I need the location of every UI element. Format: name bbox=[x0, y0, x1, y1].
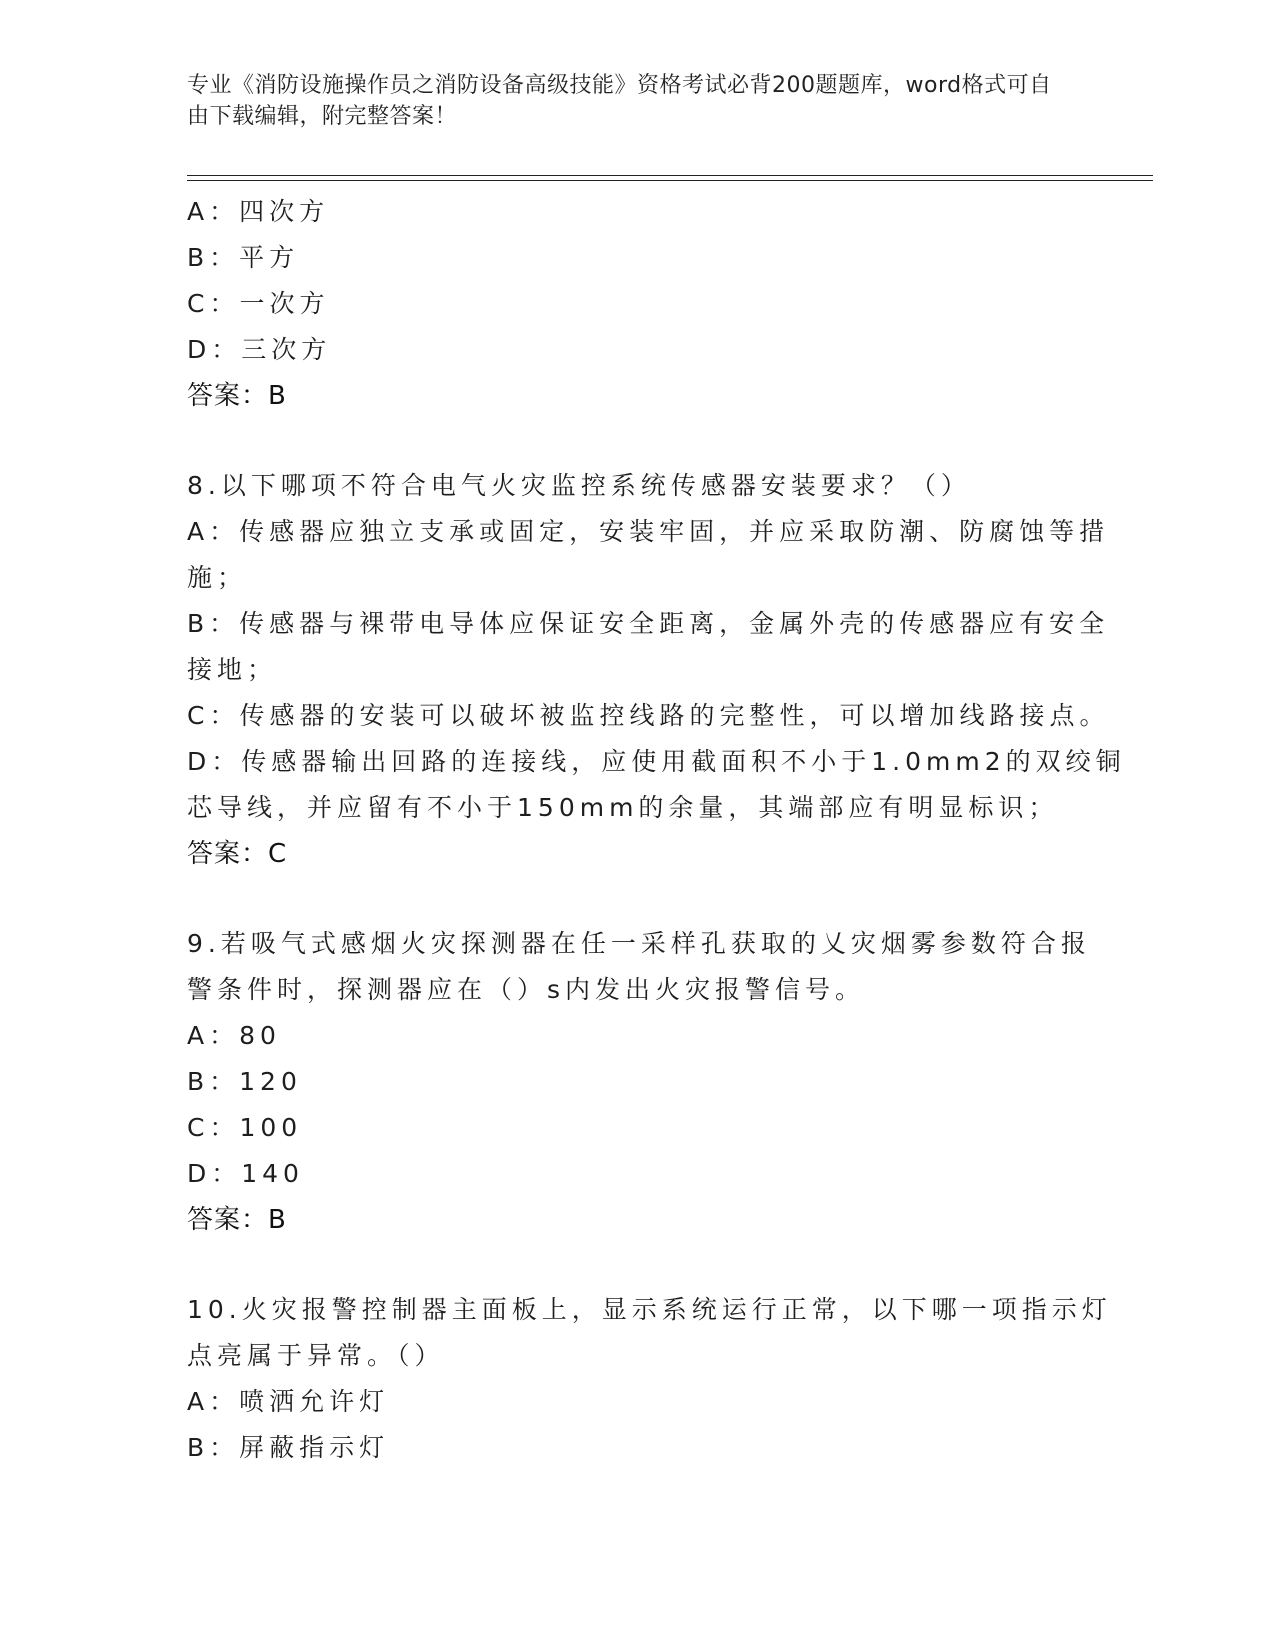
header-rule-bottom bbox=[187, 180, 1153, 181]
option-a: A：传感器应独立支承或固定，安装牢固，并应采取防潮、防腐蚀等措 bbox=[187, 517, 1110, 546]
question-10 bbox=[187, 1287, 1112, 1471]
option-d-continued: 芯导线，并应留有不小于150mm的余量，其端部应有明显标识； bbox=[187, 793, 1059, 822]
spacer bbox=[187, 1243, 1087, 1287]
option-b: B：传感器与裸带电导体应保证安全距离，金属外壳的传感器应有安全 bbox=[187, 609, 1110, 638]
spacer bbox=[187, 419, 1087, 463]
option-c: C：传感器的安装可以破坏被监控线路的完整性，可以增加线路接点。 bbox=[187, 701, 1110, 730]
question-list bbox=[187, 189, 1126, 1471]
question-9 bbox=[187, 921, 1091, 1243]
answer: 答案：B bbox=[187, 381, 287, 411]
option-a: A：80 bbox=[187, 1021, 281, 1050]
question-7 bbox=[187, 189, 1087, 419]
answer: 答案：C bbox=[187, 839, 288, 869]
header-rule-top bbox=[187, 175, 1153, 176]
option-b: B：屏蔽指示灯 bbox=[187, 1433, 390, 1462]
question-stem: 9.若吸气式感烟火灾探测器在任一采样孔获取的乂灾烟雾参数符合报 bbox=[187, 929, 1091, 958]
document-header: 专业《消防设施操作员之消防设备高级技能》资格考试必背200题题库，word格式可自由下载编辑，附完整答案！ bbox=[187, 73, 1052, 129]
question-stem: 10.火灾报警控制器主面板上，显示系统运行正常，以下哪一项指示灯 bbox=[187, 1295, 1112, 1324]
option-c: C：100 bbox=[187, 1113, 303, 1142]
question-stem-continued: 点亮属于异常。（） bbox=[187, 1341, 445, 1370]
option-b: B：平方 bbox=[187, 243, 300, 272]
answer: 答案：B bbox=[187, 1205, 287, 1235]
option-a-continued: 施； bbox=[187, 563, 248, 592]
option-d: D：140 bbox=[187, 1159, 304, 1188]
option-a: A：四次方 bbox=[187, 197, 330, 226]
option-b-continued: 接地； bbox=[187, 655, 278, 684]
question-stem-continued: 警条件时，探测器应在（）s内发出火灾报警信号。 bbox=[187, 975, 866, 1004]
option-d: D：三次方 bbox=[187, 335, 332, 364]
question-8 bbox=[187, 463, 1126, 877]
question-stem: 8.以下哪项不符合电气火灾监控系统传感器安装要求？（） bbox=[187, 471, 971, 500]
option-d: D：传感器输出回路的连接线，应使用截面积不小于1.0mm2的双绞铜 bbox=[187, 747, 1126, 776]
option-a: A：喷洒允许灯 bbox=[187, 1387, 390, 1416]
spacer bbox=[187, 877, 1087, 921]
option-b: B：120 bbox=[187, 1067, 302, 1096]
option-c: C：一次方 bbox=[187, 289, 330, 318]
